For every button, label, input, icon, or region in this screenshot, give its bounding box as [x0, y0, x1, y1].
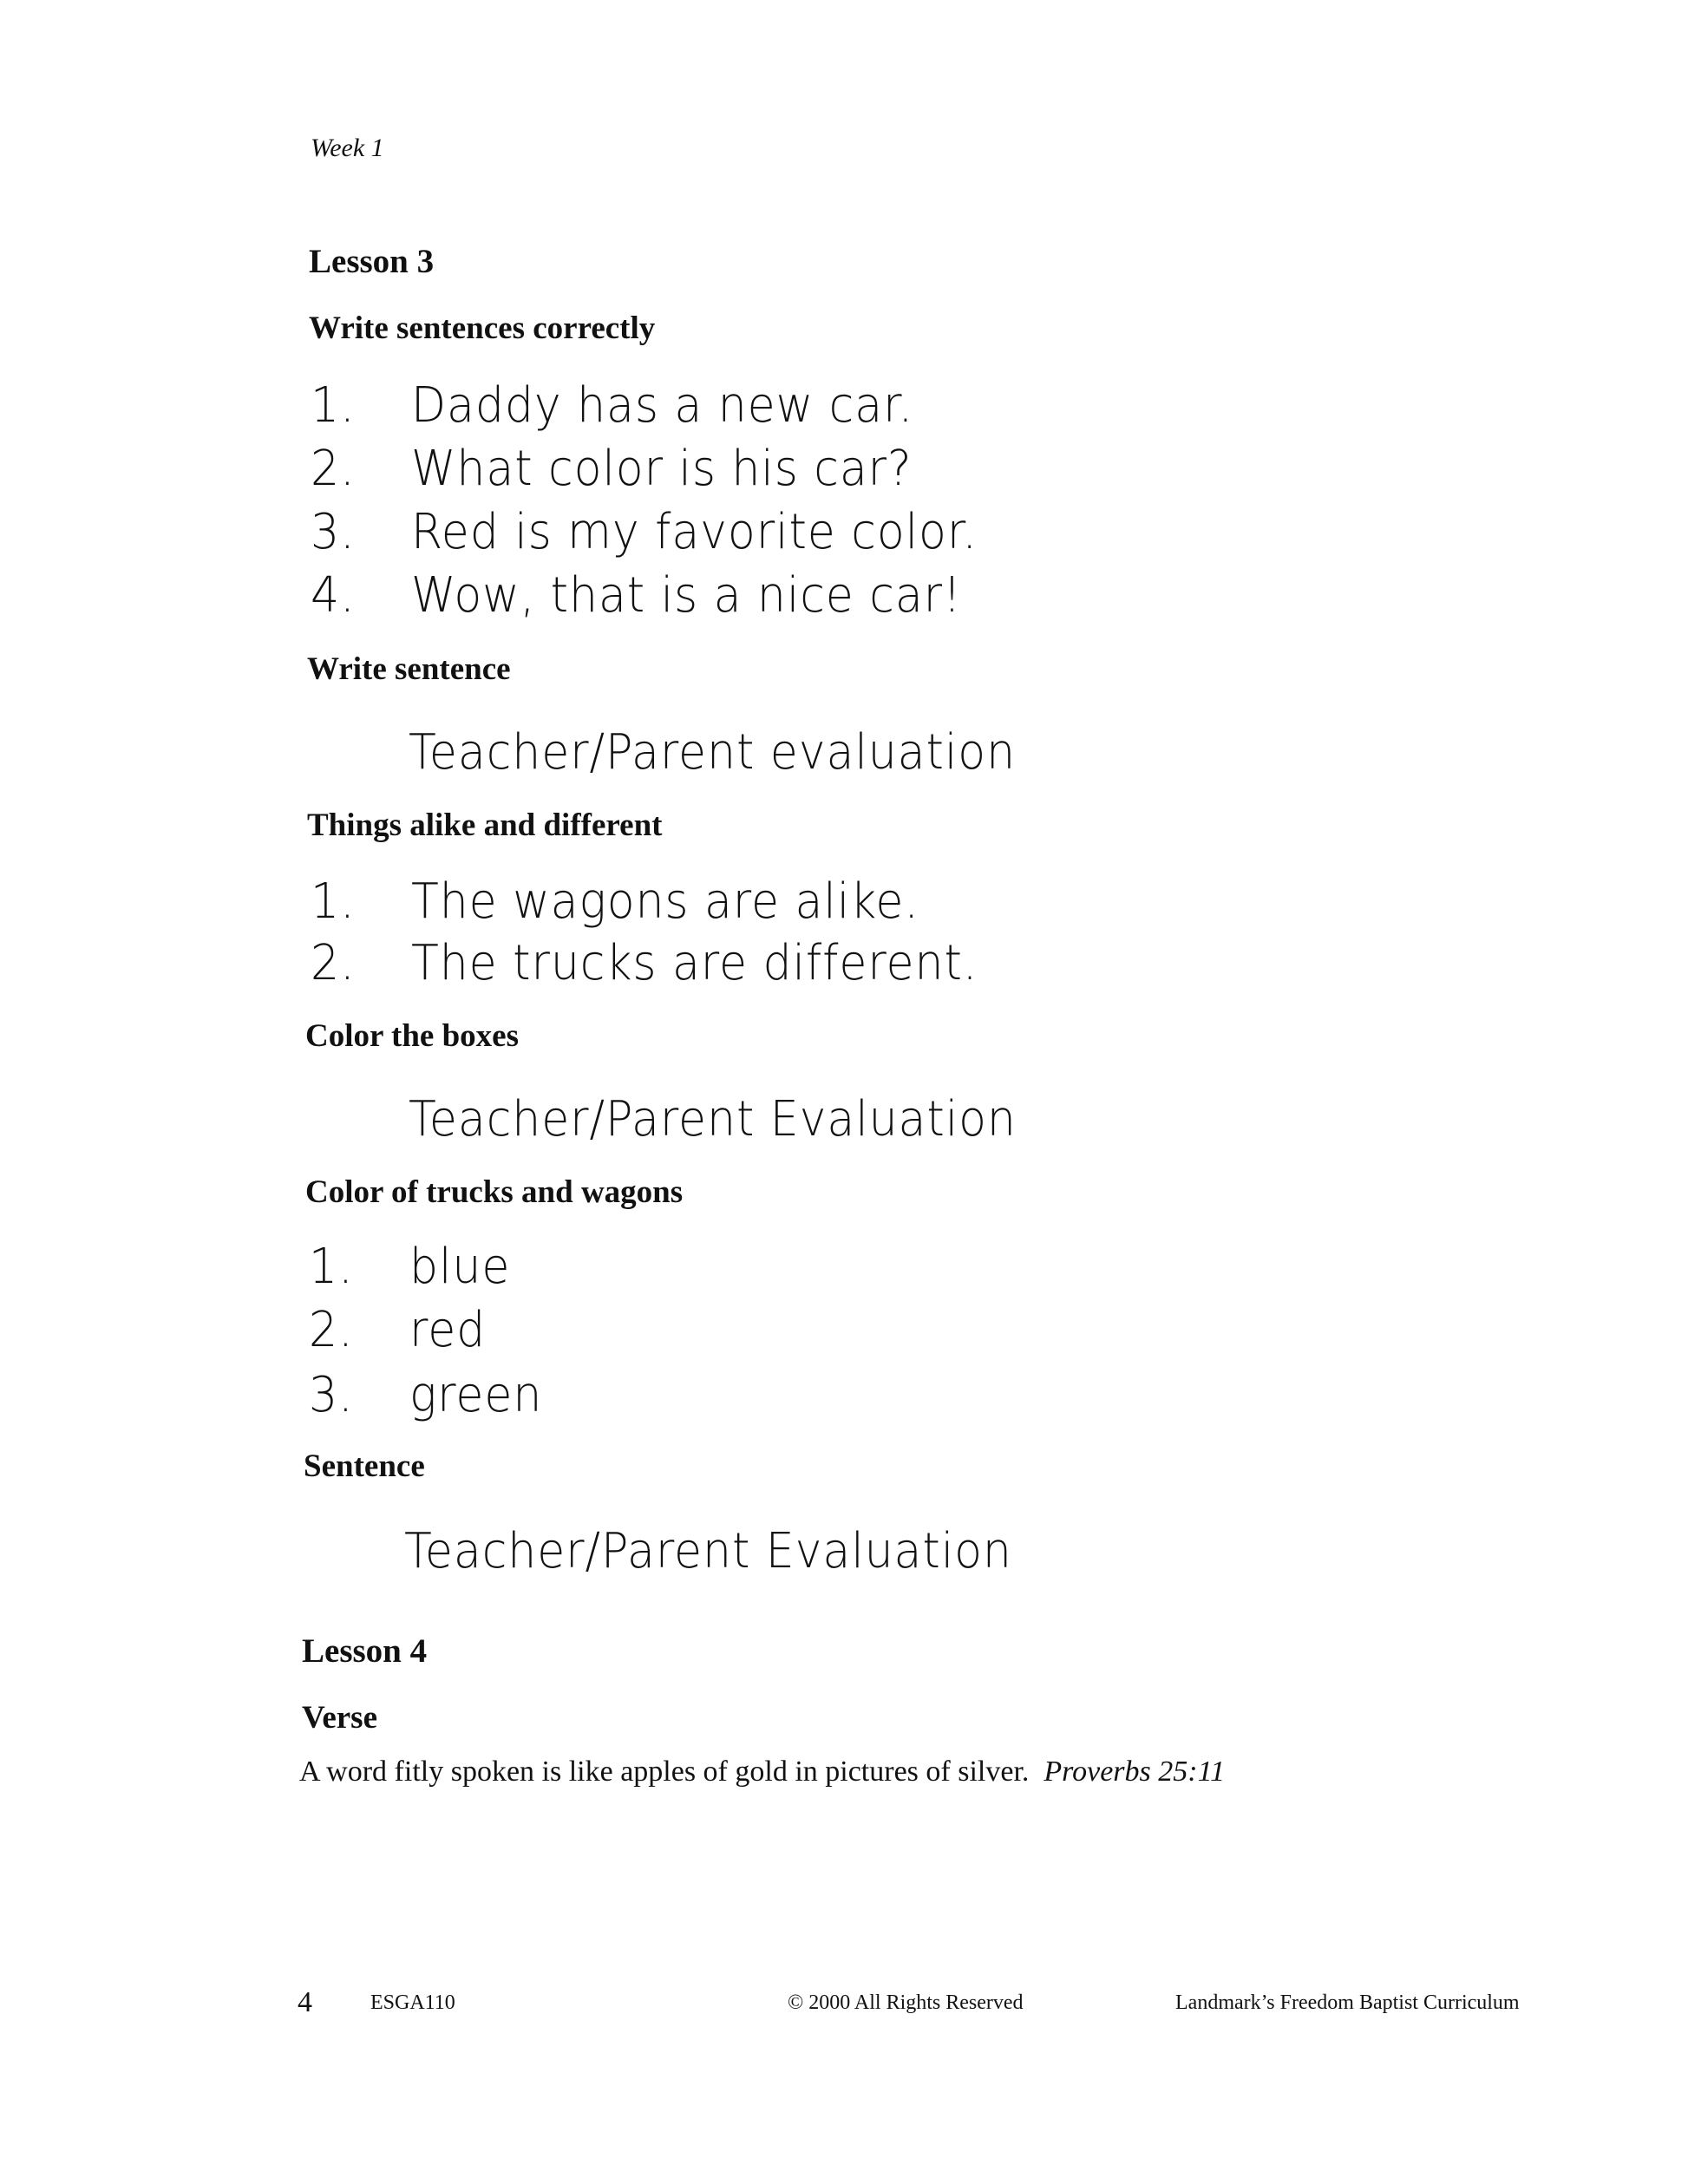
item-text: What color is his car?: [411, 441, 913, 497]
section-heading: Write sentence: [307, 651, 511, 687]
item-number: 1.: [311, 873, 356, 930]
item-text: Red is my favorite color.: [411, 504, 978, 560]
page-number: 4: [298, 1986, 312, 2018]
verse-text: A word fitly spoken is like apples of gold in pictures of silver.: [299, 1756, 1030, 1788]
lesson-3-title: Lesson 3: [309, 243, 435, 280]
section-heading: Write sentences correctly: [309, 311, 656, 346]
item-number: 4.: [311, 567, 356, 624]
section-heading: Color the boxes: [305, 1018, 519, 1054]
item-number: 2.: [311, 935, 356, 991]
item-number: 2.: [311, 441, 356, 497]
item-text: The wagons are alike.: [411, 873, 919, 930]
item-number: 3.: [309, 1367, 354, 1423]
section-heading: Sentence: [304, 1448, 425, 1484]
item-number: 1.: [311, 377, 356, 434]
section-heading: Color of trucks and wagons: [305, 1174, 684, 1210]
evaluation-answer: Teacher/Parent Evaluation: [409, 1091, 1017, 1148]
item-number: 1.: [309, 1239, 354, 1295]
evaluation-answer: Teacher/Parent Evaluation: [404, 1523, 1012, 1579]
item-text: The trucks are different.: [411, 935, 978, 991]
item-text: Wow, that is a nice car!: [411, 567, 962, 624]
item-text: red: [409, 1302, 487, 1358]
item-text: green: [409, 1367, 543, 1423]
verse: [299, 1757, 1225, 1787]
publisher: Landmark’s Freedom Baptist Curriculum: [1175, 1991, 1520, 2014]
item-text: blue: [409, 1239, 511, 1295]
verse-reference: Proverbs 25:11: [1044, 1756, 1226, 1788]
evaluation-answer: Teacher/Parent evaluation: [409, 724, 1017, 781]
lesson-4-title: Lesson 4: [302, 1632, 428, 1670]
week-label: Week 1: [311, 134, 384, 162]
section-heading: Things alike and different: [307, 808, 663, 843]
verse-heading: Verse: [302, 1700, 377, 1736]
item-number: 2.: [309, 1302, 354, 1358]
item-text: Daddy has a new car.: [411, 377, 914, 434]
item-number: 3.: [311, 504, 356, 560]
course-code: ESGA110: [370, 1991, 455, 2014]
copyright: © 2000 All Rights Reserved: [788, 1991, 1024, 2014]
